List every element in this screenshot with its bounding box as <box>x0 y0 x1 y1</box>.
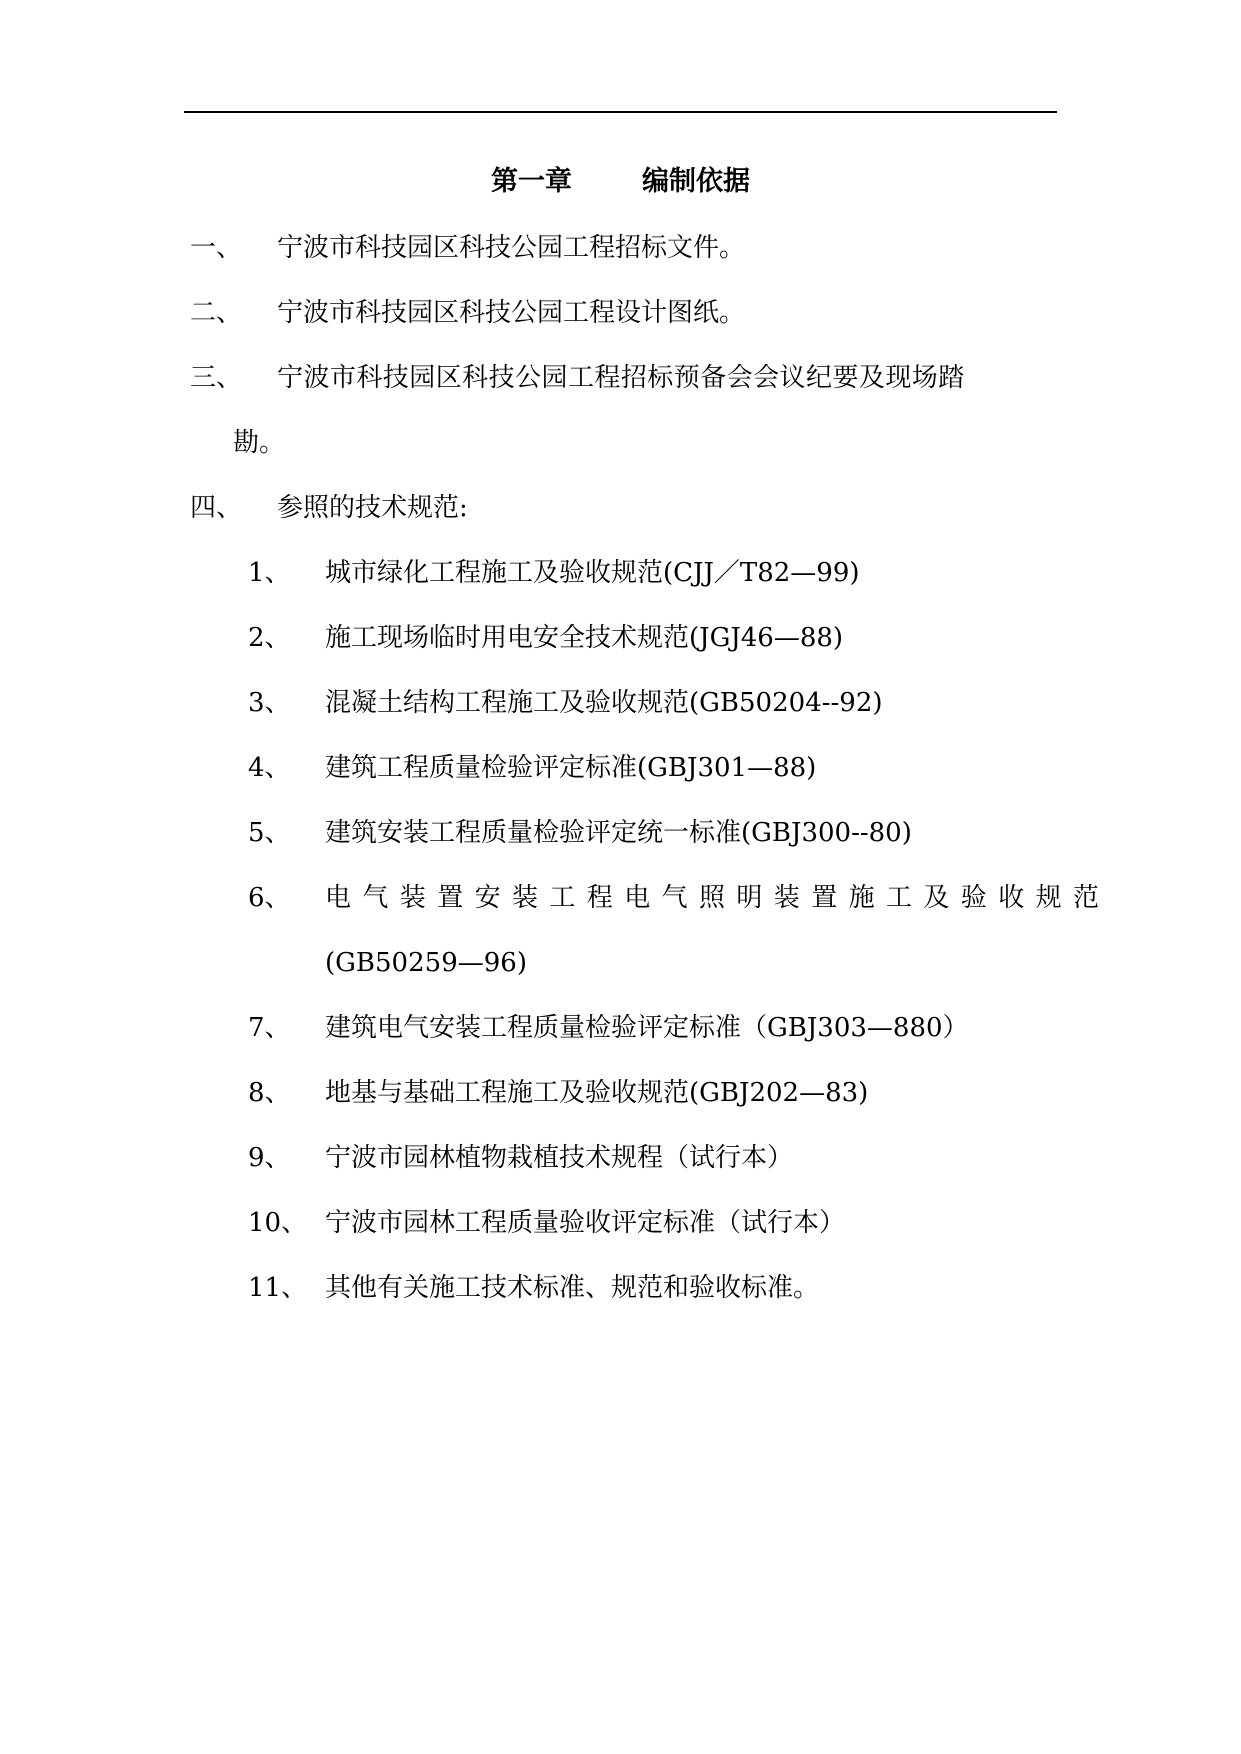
standard-item-text: 建筑工程质量检验评定标准(GBJ301—88) <box>325 753 817 783</box>
standard-item-number: 10、 <box>248 1208 308 1238</box>
basis-item-text: 宁波市科技园区科技公园工程招标文件。 <box>277 233 746 263</box>
basis-item-number: 四、 <box>190 493 243 523</box>
standard-item-number: 2、 <box>248 623 291 653</box>
standard-item-number: 11、 <box>248 1273 308 1303</box>
basis-item-text: 宁波市科技园区科技公园工程招标预备会会议纪要及现场踏 <box>277 363 965 393</box>
chapter-title <box>0 160 1241 204</box>
basis-item-number: 二、 <box>190 298 243 328</box>
standard-item-text: 混凝土结构工程施工及验收规范(GB50204--92) <box>325 688 883 718</box>
standard-item-text: 其他有关施工技术标准、规范和验收标准。 <box>325 1273 820 1303</box>
standard-item-text: 宁波市园林工程质量验收评定标准（试行本） <box>325 1208 846 1238</box>
basis-item-text: 参照的技术规范: <box>277 493 468 523</box>
standard-item-continuation: (GB50259—96) <box>325 948 527 978</box>
standard-item-number: 6、 <box>248 883 291 913</box>
standard-item-number: 9、 <box>248 1143 291 1173</box>
basis-item-number: 三、 <box>190 363 243 393</box>
chapter-number: 第一章 <box>491 166 572 197</box>
standard-item-text: 城市绿化工程施工及验收规范(CJJ／T82—99) <box>325 558 860 588</box>
basis-item-text: 宁波市科技园区科技公园工程设计图纸。 <box>277 298 746 328</box>
standard-item-number: 5、 <box>248 818 291 848</box>
header-rule <box>184 111 1057 113</box>
standard-item-text: 地基与基础工程施工及验收规范(GBJ202—83) <box>325 1078 869 1108</box>
chapter-heading: 编制依据 <box>642 166 750 197</box>
standard-item-number: 3、 <box>248 688 291 718</box>
standard-item-number: 4、 <box>248 753 291 783</box>
standard-item-number: 8、 <box>248 1078 291 1108</box>
standard-item-text: 建筑安装工程质量检验评定统一标准(GBJ300--80) <box>325 818 912 848</box>
basis-item-number: 一、 <box>190 233 243 263</box>
standard-item-number: 1、 <box>248 558 291 588</box>
standard-item-text: 宁波市园林植物栽植技术规程（试行本） <box>325 1143 794 1173</box>
standard-item-text: 施工现场临时用电安全技术规范(JGJ46—88) <box>325 623 844 653</box>
standard-item-number: 7、 <box>248 1013 291 1043</box>
standard-item-text: 电气装置安装工程电气照明装置施工及验收规范 <box>325 883 1111 913</box>
standard-item-text: 建筑电气安装工程质量检验评定标准（GBJ303—880） <box>325 1013 969 1043</box>
basis-item-continuation: 勘。 <box>233 428 286 458</box>
